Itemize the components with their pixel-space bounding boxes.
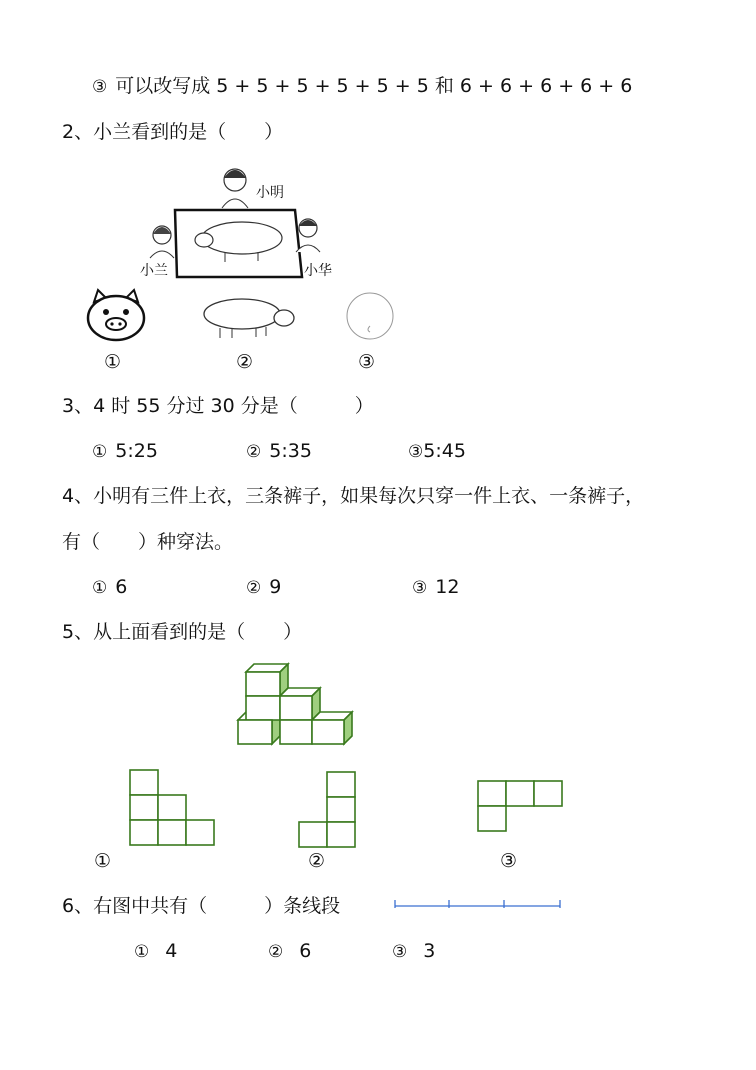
q2-option-2[interactable]: ② [236, 351, 254, 373]
name-xiaoming: 小明 [256, 185, 284, 201]
q4-stem-line2: 有（ ）种穿法。 [62, 531, 234, 553]
q2-stem: 2、小兰看到的是（ ） [62, 121, 284, 143]
line-segment-figure [392, 896, 564, 916]
option-text: 可以改写成 5 + 5 + 5 + 5 + 5 + 5 和 6 + 6 + 6 + 6 + 6 [115, 75, 633, 97]
q3-stem: 3、4 时 55 分过 30 分是（ ） [62, 395, 374, 417]
q3-option-3[interactable] [408, 439, 466, 464]
option-text: 5:45 [423, 440, 466, 462]
name-xiaolan: 小兰 [140, 263, 168, 279]
q6-option-2[interactable] [268, 939, 311, 964]
q6-option-3[interactable] [392, 939, 435, 964]
q5-option-1[interactable]: ① [94, 850, 112, 872]
option-number: ① [134, 942, 150, 962]
option-number: ③ [392, 942, 408, 962]
option-text: 3 [423, 940, 436, 962]
pig-side-view-image [200, 294, 298, 340]
q2-option-1[interactable]: ① [104, 351, 122, 373]
q5-option-1-shape [128, 768, 218, 848]
option-text: 5:35 [269, 440, 312, 462]
q5-option-3-shape [476, 779, 566, 835]
option-number: ② [268, 942, 284, 962]
q1-option-3 [92, 74, 632, 99]
q6-option-1[interactable] [134, 939, 177, 964]
option-text: 6 [115, 576, 128, 598]
q2-option-3[interactable]: ③ [358, 351, 376, 373]
option-number: ③ [408, 442, 424, 462]
q4-option-1[interactable] [92, 575, 127, 600]
pig-back-view-image [344, 290, 396, 342]
option-number: ② [246, 442, 262, 462]
option-number: ② [246, 578, 262, 598]
option-number: ① [92, 578, 108, 598]
option-number: ③ [92, 77, 108, 97]
q3-option-2[interactable] [246, 439, 312, 464]
q4-stem-line1: 4、小明有三件上衣，三条裤子，如果每次只穿一件上衣、一条裤子， [62, 485, 645, 507]
pig-front-view-image [84, 288, 148, 344]
cube-stack-figure [236, 662, 356, 752]
option-text: 12 [435, 576, 460, 598]
option-text: 5:25 [115, 440, 158, 462]
q4-option-3[interactable] [412, 575, 459, 600]
q5-stem: 5、从上面看到的是（ ） [62, 621, 303, 643]
option-text: 6 [299, 940, 312, 962]
q5-option-2[interactable]: ② [308, 850, 326, 872]
q5-option-3[interactable]: ③ [500, 850, 518, 872]
name-xiaohua: 小华 [304, 263, 332, 279]
q5-option-2-shape [297, 770, 359, 850]
option-number: ③ [412, 578, 428, 598]
option-number: ① [92, 442, 108, 462]
q3-option-1[interactable] [92, 439, 158, 464]
option-text: 4 [165, 940, 178, 962]
option-text: 9 [269, 576, 282, 598]
q4-option-2[interactable] [246, 575, 281, 600]
q6-stem: 6、右图中共有（ ）条线段 [62, 895, 341, 917]
